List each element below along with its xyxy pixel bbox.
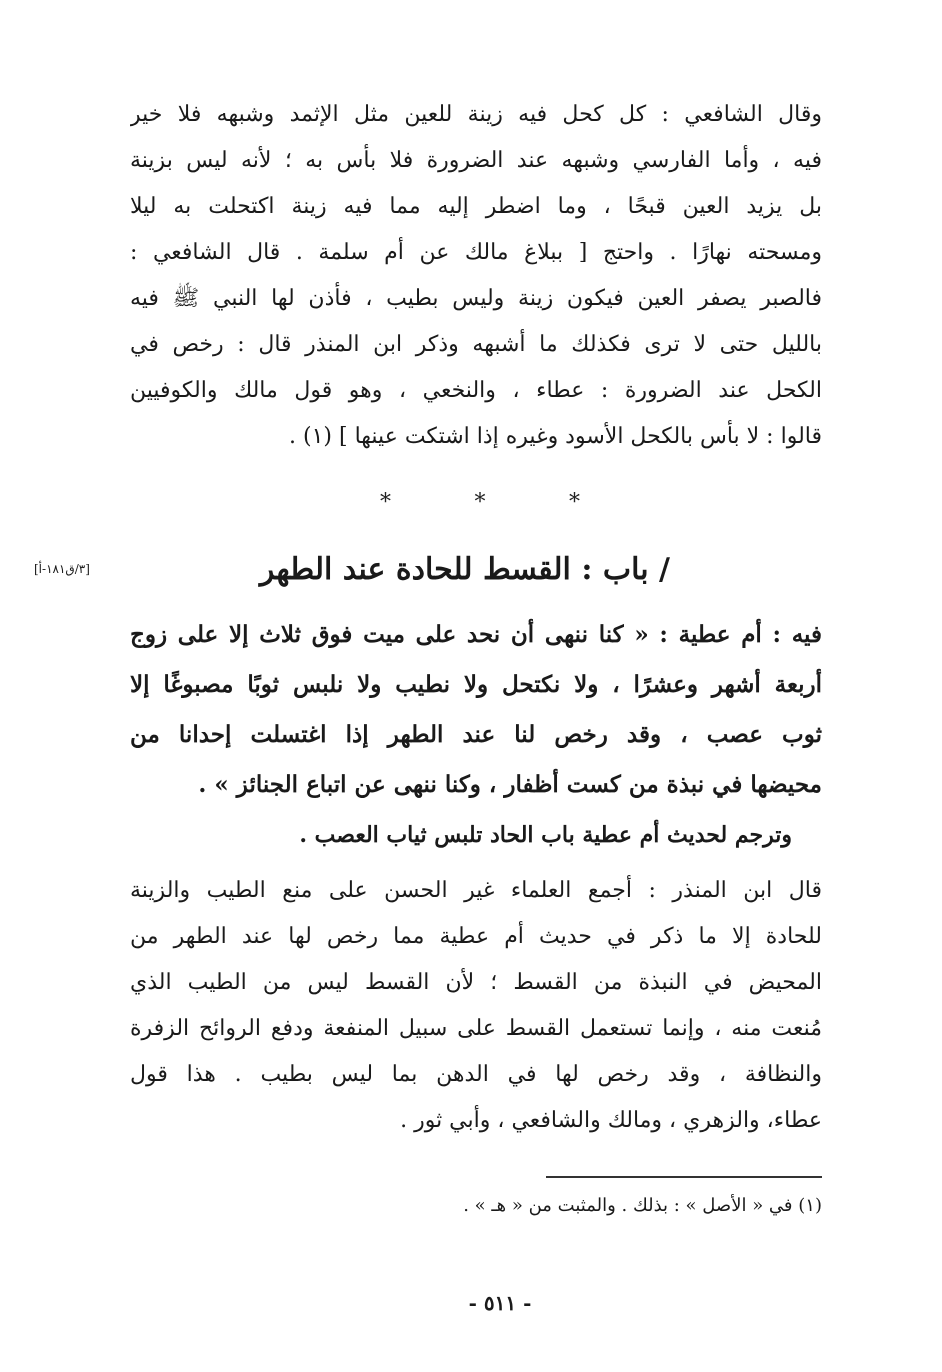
footnote-divider xyxy=(546,1176,822,1178)
text-line: عطاء، والزهري ، ومالك والشافعي ، وأبي ثور . xyxy=(400,1108,822,1133)
text-line: قال ابن المنذر : أجمع العلماء غير الحسن على منع الطيب والزينة xyxy=(130,878,822,903)
text-line: المحيض في النبذة من القسط ؛ لأن القسط ليس من الطيب الذي xyxy=(130,970,822,995)
footnote: (١) في « الأصل » : بذلك . والمثبت من « هـ » . xyxy=(463,1195,822,1216)
text-line: قالوا : لا بأس بالكحل الأسود وغيره إذا اشتكت عينها ] (١) . xyxy=(289,424,822,449)
text-line: محيضها في نبذة من كست أظفار ، وكنا ننهى عن اتباع الجنائز » . xyxy=(198,771,822,798)
text-line: ثوب عصب ، وقد رخص لنا عند الطهر إذا اغتسلت إحدانا من xyxy=(130,721,822,748)
star-ornament: * xyxy=(380,490,391,515)
text-line: وقال الشافعي : كل كحل فيه زينة للعين مثل الإثمد وشبهه فلا خير xyxy=(130,102,822,127)
text-line: للحادة إلا ما ذكر في حديث أم عطية مما رخص لها عند الطهر من xyxy=(130,924,822,949)
hadith-umm-atiyya xyxy=(130,610,822,810)
text-line: بالليل حتى لا ترى فكذلك ما أشبهه وذكر ابن المنذر قال : رخص في xyxy=(130,332,822,357)
text-line: فيه : أم عطية : « كنا ننهى أن نحد على ميت فوق ثلاث إلا على زوج xyxy=(130,621,822,648)
chapter-heading: / باب : القسط للحادة عند الطهر xyxy=(259,552,670,587)
text-line: مُنعت منه ، وإنما تستعمل القسط على سبيل المنفعة ودفع الروائح الزفرة xyxy=(130,1016,822,1041)
text-line: والنظافة ، وقد رخص لها في الدهن بما ليس بطيب . هذا قول xyxy=(130,1062,822,1087)
text-line: وترجم لحديث أم عطية باب الحاد تلبس ثياب العصب . xyxy=(299,822,792,848)
text-line: بل يزيد العين قبحًا ، وما اضطر إليه مما فيه زينة اكتحلت به ليلا xyxy=(130,194,822,219)
text-line: الكحل عند الضرورة : عطاء ، والنخعي ، وهو قول مالك والكوفيين xyxy=(130,378,822,403)
text-line: ومسحته نهارًا . واحتج [ ببلاغ مالك عن أم سلمة . قال الشافعي : xyxy=(130,240,822,265)
section-separator xyxy=(380,490,580,515)
text-line: فيه ، وأما الفارسي وشبهه عند الضرورة فلا بأس به ؛ لأنه ليس بزينة xyxy=(130,148,822,173)
paragraph-ibn-almundhir xyxy=(130,868,822,1144)
page-number: - ٥١١ - xyxy=(468,1291,532,1315)
star-ornament: * xyxy=(569,490,580,515)
star-ornament: * xyxy=(474,490,486,515)
paragraph-tarjama xyxy=(130,812,822,858)
paragraph-shafii-kohl xyxy=(130,92,822,460)
text-line: أربعة أشهر وعشرًا ، ولا نكتحل ولا نطيب ولا نلبس ثوبًا مصبوغًا إلا xyxy=(130,671,822,698)
text-line: فالصبر يصفر العين فيكون زينة وليس بطيب ، فأذن لها النبي ﷺ فيه xyxy=(130,286,822,311)
margin-manuscript-reference: [٣/ق١٨١-أ] xyxy=(34,562,90,576)
